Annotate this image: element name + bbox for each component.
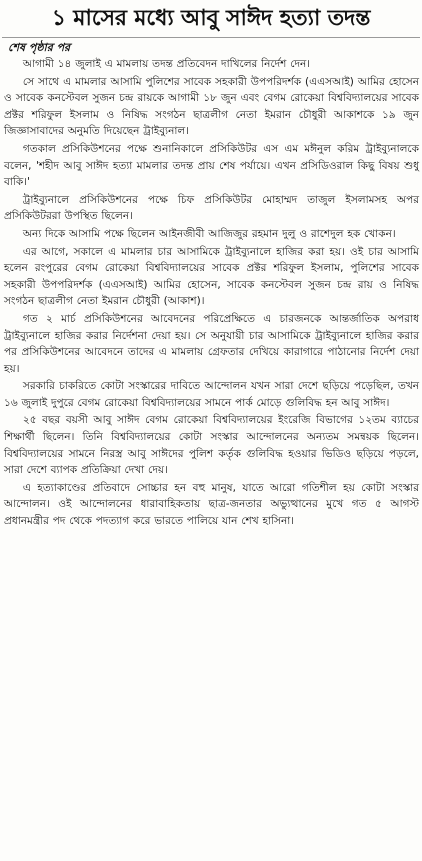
article-body [0, 56, 422, 530]
paragraph: সরকারি চাকরিতে কোটা সংস্কারের দাবিতে আন্দোলন যখন সারা দেশে ছড়িয়ে পড়েছিল, তখন ১৬ জুলাই দুপুরে বেগম রোকেয়া বিশ্ববিদ্যালয়ের সামনে পার্ক মোড়ে গুলিবিদ্ধ হন আবু সাঈদ। [4, 380, 419, 409]
headline-divider [2, 37, 420, 38]
paragraph: ২৫ বছর বয়সী আবু সাঈদ বেগম রোকেয়া বিশ্ববিদ্যালয়ের ইংরেজি বিভাগের ১২তম ব্যাচের শিক্ষার্থী ছিলেন। তিনি বিশ্ববিদ্যালয়ের কোটা সংস্কার আন্দোলনের অন্যতম সমন্বয়ক ছিলেন। বিশ্ববিদ্যালয়ের সামনে নিরস্ত্র আবু সাঈদের পুলিশ কর্তৃক গুলিবিদ্ধ হওয়ার ভিডিও ছড়িয়ে পড়লে, সারা দেশে ব্যাপক প্রতিক্রিয়া দেখা দেয়। [4, 414, 419, 477]
headline: ১ মাসের মধ্যে আবু সাঈদ হত্যা তদন্ত [51, 6, 371, 31]
paragraph: ট্রাইব্যুনালে প্রসিকিউশনের পক্ষে চিফ প্রসিকিউটর মোহাম্মদ তাজুল ইসলামসহ অপর প্রসিকিউটররা উপস্থিত ছিলেন। [4, 193, 419, 223]
paragraph: অন্য দিকে আসামি পক্ষে ছিলেন আইনজীবী আজিজুর রহমান দুলু ও রাশেদুল হক খোকন। [22, 227, 396, 240]
paragraph: গতকাল প্রসিকিউশনের পক্ষে শুনানিকালে প্রসিকিউটর এস এম মঈনুল করিম ট্রাইব্যুনালকে বলেন, 'শহীদ আবু সাঈদ হত্যা মামলার তদন্ত প্রায় শেষ পর্যায়ে। এখন প্রসিডিওরাল কিছু বিষয় শুধু বাকি।' [4, 142, 419, 189]
paragraph: এর আগে, সকালে এ মামলার চার আসামিকে ট্রাইব্যুনালে হাজির করা হয়। ওই চার আসামি হলেন রংপুরের বেগম রোকেয়া বিশ্ববিদ্যালয়ের সাবেক প্রক্টর শরিফুল ইসলাম, পুলিশের সাবেক সহকারী উপপরিদর্শক (এএসআই) আমির হোসেন, সাবেক কনস্টেবল সুজন চন্দ্র রায় ও নিষিদ্ধ সংগঠন ছাত্রলীগ নেতা ইমরান চৌধুরী (আকাশ)। [4, 245, 419, 308]
paragraph: গত ২ মার্চ প্রসিকিউশনের আবেদনের পরিপ্রেক্ষিতে এ চারজনকে আন্তর্জাতিক অপরাধ ট্রাইব্যুনালে হাজির করার নির্দেশনা দেয়া হয়। সে অনুযায়ী চার আসামিকে ট্রাইব্যুনালে হাজির করার পর প্রসিকিউশনের আবেদনে তাদের এ মামলায় গ্রেফতার দেখিয়ে কারাগারে পাঠানোর নির্দেশ দেয়া হয়। [4, 312, 419, 375]
paragraph: সে সাথে এ মামলার আসামি পুলিশের সাবেক সহকারী উপপরিদর্শক (এএসআই) আমির হোসেন ও সাবেক কনস্টেবল সুজন চন্দ্র রায়কে আগামী ১৮ জুন এবং বেগম রোকেয়া বিশ্ববিদ্যালয়ের সাবেক প্রক্টর শরিফুল ইসলাম ও নিষিদ্ধ সংগঠন ছাত্রলীগ নেতা ইমরান চৌধুরী আকাশকে ১৯ জুন জিজ্ঞাসাবাদের অনুমতি দিয়েছেন ট্রাইব্যুনাল। [4, 75, 419, 138]
paragraph: আগামী ১৪ জুলাই এ মামলায় তদন্ত প্রতিবেদন দাখিলের নির্দেশ দেন। [22, 58, 311, 70]
paragraph: এ হত্যাকাণ্ডের প্রতিবাদে সোচ্চার হন বহু মানুষ, যাতে আরো গতিশীল হয় কোটা সংস্কার আন্দোলন। ওই আন্দোলনের ধারাবাহিকতায় ছাত্র-জনতার অভ্যুত্থানের মুখে গত ৫ আগস্ট প্রধানমন্ত্রীর পদ থেকে পদত্যাগ করে ভারতে পালিয়ে যান শেখ হাসিনা। [4, 481, 419, 528]
continued-from-label: শেষ পৃষ্ঠার পর [8, 41, 71, 54]
